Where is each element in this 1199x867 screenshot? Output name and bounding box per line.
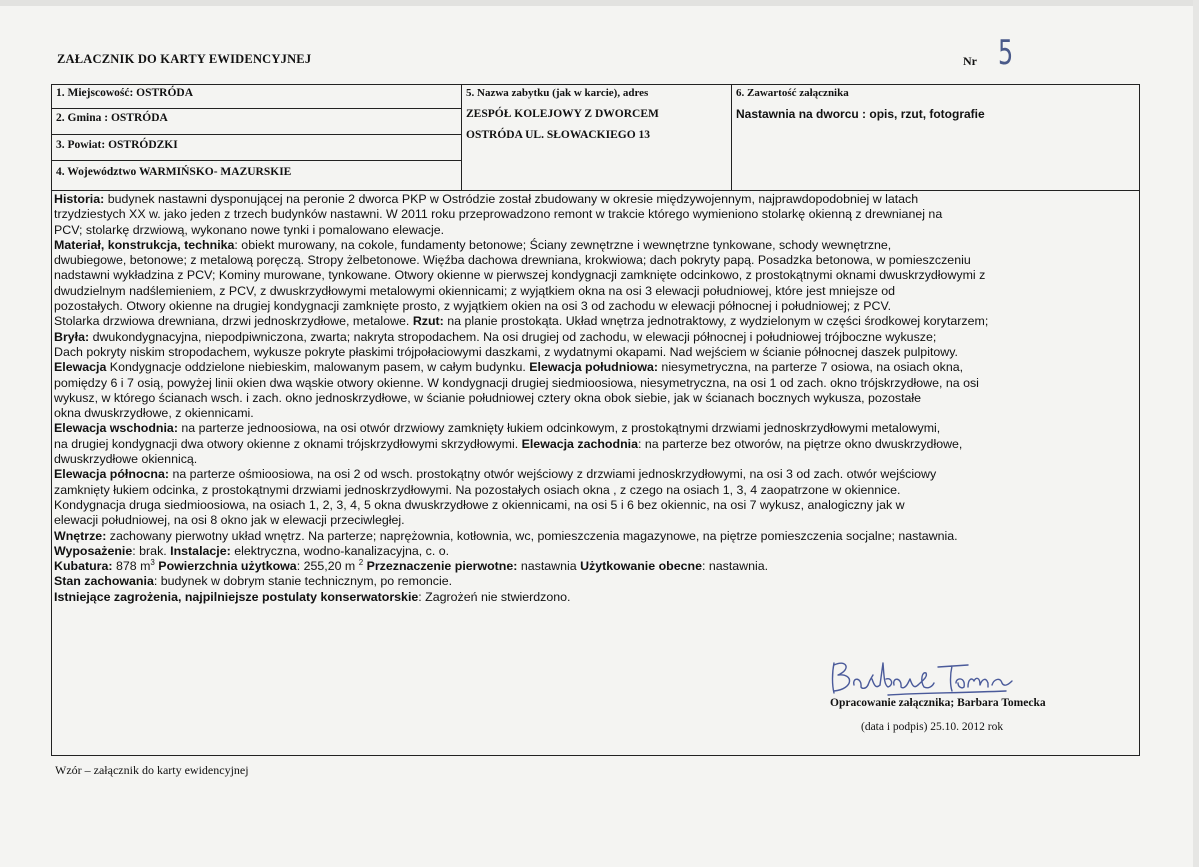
text-line	[54, 314, 1140, 329]
monument-name: ZESPÓŁ KOLEJOWY Z DWORCEM	[466, 108, 659, 120]
text-line	[54, 513, 1140, 528]
material-text: nadstawni wykładzina z PCV; Kominy murowane, tynkowane. Otwory okienne w pierwszej kondygnacji zamknięte odcinkowo, z prostokątnymi oknami dwuskrzydłowymi z	[54, 268, 986, 283]
west-elevation-text: dwuskrzydłowe okiennicą.	[54, 452, 198, 467]
material-text: : obiekt murowany, na cokole, fundamenty betonowe; Ściany zewnętrzne i wewnętrzne tynkowane, schody wewnętrzne,	[234, 237, 892, 252]
text-line	[54, 483, 1140, 498]
equipment-text: : brak.	[132, 543, 171, 558]
elevation-label: Elewacja	[54, 360, 107, 375]
original-purpose-text: nastawnia	[517, 559, 581, 574]
usable-area-label: Powierzchnia użytkowa	[154, 559, 297, 574]
massing-label: Bryła:	[54, 329, 90, 344]
text-line	[54, 467, 1140, 482]
text-line	[54, 299, 1140, 314]
material-text: dwudzielnym nadślemieniem, z PCV, z dwuskrzydłowymi metalowymi okiennicami; z wyjątkiem okna na osi 3 elewacji południowej, które jest mniejsze od	[54, 283, 896, 298]
handwritten-signature	[828, 655, 1018, 699]
locality-value: OSTRÓDA	[136, 87, 194, 99]
material-text: pozostałych. Otwory okienne na drugiej kondygnacji zamknięte prosto, z wyjątkiem okien na osi 3 od zachodu w elewacji północnej i południowej; z PCV.	[54, 299, 892, 314]
text-line	[54, 452, 1140, 467]
document-title: ZAŁACZNIK DO KARTY EWIDENCYJNEJ	[57, 52, 312, 66]
south-elevation-label: Elewacja południowa:	[529, 360, 658, 375]
volume-label: Kubatura:	[54, 559, 113, 574]
scan-edge-top	[0, 0, 1199, 6]
text-line	[54, 253, 1140, 268]
material-text: Stolarka drzwiowa drewniana, drzwi jednoskrzydłowe, metalowe.	[54, 314, 410, 329]
east-elevation-label: Elewacja wschodnia:	[54, 421, 178, 436]
south-elevation-text: wykusz, w którego ścianach wsch. i zach. okno jednoskrzydłowe, w ścianie południowej cztery okna obok siebie, jak w ścianach bocznych wykusza, pozostałe	[54, 390, 922, 405]
contents-label: 6. Zawartość załącznika	[736, 87, 849, 99]
text-line	[54, 437, 1140, 452]
left-cell-divider-2	[51, 134, 461, 135]
volume-unit-exponent: 3	[150, 558, 155, 567]
text-line	[54, 192, 1140, 207]
volume-value: 878 m	[112, 559, 151, 574]
installations-text: elektryczna, wodno-kanalizacyjna, c. o.	[230, 543, 450, 558]
elevation-text: Kondygnacje oddzielone niebieskim, malowanym pasem, w całym budynku.	[106, 360, 530, 375]
text-line	[54, 376, 1140, 391]
description-body	[54, 192, 1140, 605]
text-line	[54, 207, 1140, 222]
area-unit-exponent: 2	[358, 558, 364, 567]
text-line	[54, 529, 1140, 544]
east-elevation-text: na drugiej kondygnacji dwa otwory okienne z oknami trójskrzydłowymi skrzydłowymi.	[54, 436, 522, 451]
county-label: 3. Powiat:	[56, 139, 106, 151]
commune-cell	[56, 112, 168, 124]
threats-label: Istniejące zagrożenia, najpilniejsze postulaty konserwatorskie	[54, 589, 419, 604]
condition-text: : budynek w dobrym stanie technicznym, po remoncie.	[153, 574, 453, 589]
south-elevation-text: okna dwuskrzydłowe, z okiennicami.	[54, 406, 254, 421]
massing-text: Dach pokryty niskim stropodachem, wykusze pokryte płaskimi trójpołaciowymi daszkami, z wydatnymi okapami. Nad wejściem w ścianie północnej daszek pulpitowy.	[54, 344, 958, 359]
voivodeship-value: WARMIŃSKO- MAZURSKIE	[138, 166, 292, 178]
north-elevation-label: Elewacja północna:	[54, 467, 169, 482]
left-cell-divider-1	[51, 108, 461, 109]
left-cell-divider-3	[51, 160, 461, 161]
contents-value: Nastawnia na dworcu : opis, rzut, fotografie	[736, 107, 985, 121]
county-value: OSTRÓDZKI	[108, 139, 178, 151]
text-line	[54, 360, 1140, 375]
commune-label: 2. Gmina :	[56, 112, 109, 124]
text-line	[54, 345, 1140, 360]
locality-label: 1. Miejscowość:	[56, 87, 134, 99]
north-elevation-text: zamknięty łukiem odcinka, z prostokątnymi drzwiami jednoskrzydłowymi. Na pozostałych osiach okna , z czego na osiach 1, 3, 4 zaopatrzone w okiennice.	[54, 482, 901, 497]
text-line	[54, 284, 1140, 299]
usable-area-value: : 255,20 m	[296, 559, 359, 574]
original-purpose-label: Przeznaczenie pierwotne:	[363, 559, 518, 574]
commune-value: OSTRÓDA	[110, 112, 168, 124]
text-line	[54, 223, 1140, 238]
threats-text: : Zagrożeń nie stwierdzono.	[418, 589, 571, 604]
plan-label: Rzut:	[412, 314, 444, 329]
east-elevation-text: na parterze jednoosiowa, na osi otwór drzwiowy zamknięty łukiem odcinkowym, z prostokątnymi drzwiami jednoskrzydłowymi metalowymi,	[177, 421, 941, 436]
history-text: PCV; stolarkę drzwiową, wykonano nowe tynki i pomalowano elewacje.	[54, 222, 445, 237]
equipment-label: Wyposażenie	[54, 543, 133, 558]
text-line	[54, 268, 1140, 283]
text-line	[54, 421, 1140, 436]
history-text: trzydziestych XX w. jako jeden z trzech budynków nastawni. W 2011 roku przeprowadzono remont w trakcie którego wymieniono stolarkę okienną z drewnianej na	[54, 207, 943, 222]
text-line	[54, 391, 1140, 406]
text-line	[54, 574, 1140, 589]
locality-cell	[56, 87, 193, 99]
number-label: Nr	[963, 54, 977, 68]
text-line	[54, 559, 1140, 574]
author-line: Opracowanie załącznika; Barbara Tomecka	[830, 697, 1046, 709]
north-elevation-text: Kondygnacja druga siedmioosiowa, na osiach 1, 2, 3, 4, 5 okna dwuskrzydłowe z okiennicami, na osi 5 i 6 bez okiennic, na osi 7 wykusz, analogiczny jak w	[54, 497, 905, 512]
scan-edge-right	[1193, 0, 1199, 867]
monument-label: 5. Nazwa zabytku (jak w karcie), adres	[466, 87, 649, 99]
voivodeship-cell	[56, 166, 291, 178]
north-elevation-text: elewacji południowej, na osi 8 okno jak w elewacji przeciwległej.	[54, 513, 405, 528]
text-line	[54, 330, 1140, 345]
footer-note: Wzór – załącznik do karty ewidencyjnej	[55, 763, 249, 777]
header-row-divider	[51, 190, 1140, 191]
massing-text: dwukondygnacyjna, niepodpiwniczona, zwarta; nakryta stropodachem. Na osi drugiej od zachodu, w elewacji północnej i południowej trójboczne wykusze;	[89, 329, 937, 344]
text-line	[54, 544, 1140, 559]
west-elevation-text: : na parterze bez otworów, na piętrze okno dwuskrzydłowe,	[637, 436, 963, 451]
material-text: dwubiegowe, betonowe; z metalową poręczą. Stropy żelbetonowe. Więźba dachowa drewniana, krokwiowa; dach pokryty papą. Posadzka betonowa, w pomieszczeniu	[54, 253, 971, 268]
text-line	[54, 498, 1140, 513]
voivodeship-label: 4. Województwo	[56, 166, 137, 178]
text-line	[54, 238, 1140, 253]
current-use-label: Użytkowanie obecne	[580, 559, 702, 574]
condition-label: Stan zachowania	[54, 574, 154, 589]
west-elevation-label: Elewacja zachodnia	[521, 436, 638, 451]
current-use-text: : nastawnia.	[701, 559, 769, 574]
north-elevation-text: na parterze ośmioosiowa, na osi 2 od wsch. prostokątny otwór wejściowy z drzwiami jednoskrzydłowymi, na osi 3 od zach. otwór wejściowy	[169, 467, 937, 482]
material-label: Materiał, konstrukcja, technika	[54, 237, 235, 252]
county-cell	[56, 139, 178, 151]
south-elevation-text: pomiędzy 6 i 7 osią, powyżej linii okien dwa wąskie otwory okienne. W kondygnacji drugiej siedmioosiowa, niesymetryczna, na osi 1 od zach. okno trójskrzydłowe, na osi	[54, 375, 979, 390]
column-divider-2	[731, 84, 732, 190]
monument-address: OSTRÓDA UL. SŁOWACKIEGO 13	[466, 129, 651, 141]
column-divider-1	[461, 84, 462, 190]
text-line	[54, 406, 1140, 421]
date-line: (data i podpis) 25.10. 2012 rok	[861, 721, 1004, 733]
interior-text: zachowany pierwotny układ wnętrz. Na parterze; naprężownia, kotłownia, wc, pomieszczenia magazynowe, na piętrze pomieszczenia socjalne; nastawnia.	[106, 528, 958, 543]
interior-label: Wnętrze:	[54, 528, 107, 543]
south-elevation-text: niesymetryczna, na parterze 7 osiowa, na osiach okna,	[657, 360, 964, 375]
text-line	[54, 590, 1140, 605]
history-label: Historia:	[54, 192, 105, 206]
installations-label: Instalacje:	[170, 543, 231, 558]
number-value: 5	[998, 33, 1014, 73]
plan-text: na planie prostokąta. Układ wnętrza jednotraktowy, z wydzielonym w części środkowej korytarzem;	[443, 314, 989, 329]
history-text: budynek nastawni dysponującej na peronie 2 dworca PKP w Ostródzie został zbudowany w okresie międzywojennym, najprawdopodobniej w latach	[104, 192, 919, 206]
